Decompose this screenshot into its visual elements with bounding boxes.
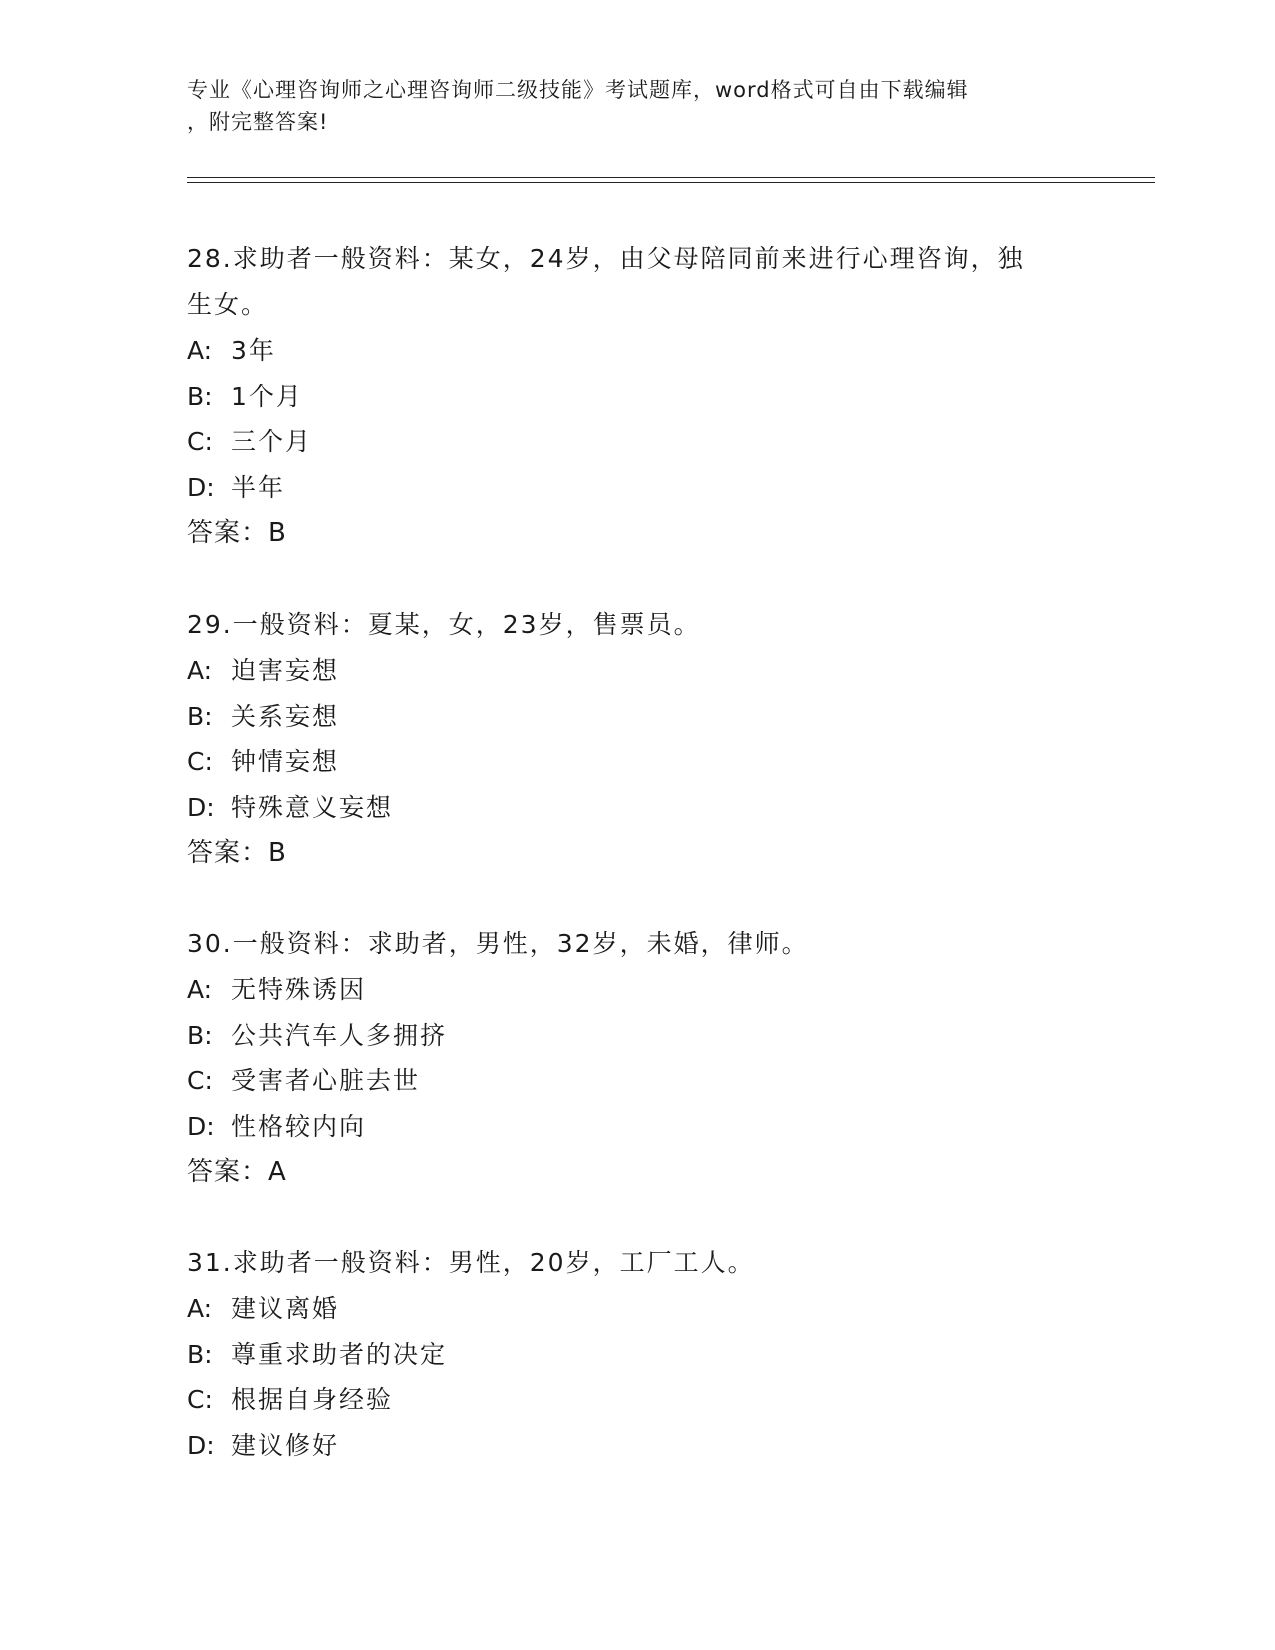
- option-d: [187, 1423, 1087, 1469]
- option-b: [187, 694, 1087, 740]
- option-a: [187, 648, 1087, 694]
- option-text: 钟情妄想: [231, 747, 340, 776]
- option-text: 尊重求助者的决定: [231, 1339, 448, 1369]
- option-a: [187, 967, 1087, 1013]
- question-28: [187, 236, 1087, 556]
- option-text: 1个月: [231, 381, 303, 411]
- option-key: D:: [187, 1430, 215, 1460]
- option-key: A:: [187, 656, 213, 685]
- question-title: 29.一般资料：夏某，女，23岁，售票员。: [187, 610, 701, 639]
- option-key: B:: [187, 381, 213, 411]
- option-text: 根据自身经验: [231, 1385, 394, 1414]
- option-key: C:: [187, 1066, 213, 1095]
- answer: 答案：B: [187, 518, 287, 548]
- option-text: 建议离婚: [231, 1294, 340, 1323]
- option-key: D:: [187, 792, 215, 822]
- option-text: 三个月: [231, 427, 313, 456]
- question-29: [187, 602, 1087, 876]
- option-key: C:: [187, 1385, 213, 1414]
- option-text: 公共汽车人多拥挤: [231, 1020, 448, 1050]
- option-a: [187, 1286, 1087, 1332]
- option-b: [187, 1013, 1087, 1059]
- option-key: A:: [187, 975, 213, 1004]
- option-b: [187, 1332, 1087, 1378]
- answer: 答案：A: [187, 1157, 287, 1187]
- option-key: B:: [187, 1339, 213, 1369]
- option-key: A:: [187, 336, 213, 365]
- answer: 答案：B: [187, 838, 287, 868]
- option-c: [187, 419, 1087, 465]
- option-key: D:: [187, 472, 215, 502]
- option-text: 无特殊诱因: [231, 975, 367, 1004]
- header-divider-top: [187, 177, 1155, 178]
- question-30: [187, 921, 1087, 1195]
- option-text: 性格较内向: [231, 1111, 367, 1141]
- option-text: 建议修好: [231, 1430, 340, 1460]
- option-a: [187, 328, 1087, 374]
- option-text: 受害者心脏去世: [231, 1066, 421, 1095]
- option-text: 特殊意义妄想: [231, 792, 394, 822]
- question-title-continued: 生女。: [187, 290, 269, 319]
- question-title: 28.求助者一般资料：某女，24岁，由父母陪同前来进行心理咨询，独: [187, 244, 1025, 273]
- option-text: 半年: [231, 472, 286, 502]
- question-31: [187, 1240, 1087, 1468]
- option-key: C:: [187, 747, 213, 776]
- option-text: 3年: [231, 336, 276, 365]
- option-d: [187, 465, 1087, 511]
- option-key: B:: [187, 1020, 213, 1050]
- option-c: [187, 1377, 1087, 1423]
- option-d: [187, 1104, 1087, 1150]
- header-line-2: ，附完整答案!: [187, 110, 329, 134]
- option-c: [187, 1058, 1087, 1104]
- option-key: D:: [187, 1111, 215, 1141]
- option-b: [187, 374, 1087, 420]
- document-header: [187, 74, 1067, 138]
- question-title: 30.一般资料：求助者，男性，32岁，未婚，律师。: [187, 929, 809, 958]
- option-text: 迫害妄想: [231, 656, 340, 685]
- header-line-1: 专业《心理咨询师之心理咨询师二级技能》考试题库，word格式可自由下载编辑: [187, 78, 969, 102]
- option-d: [187, 785, 1087, 831]
- option-key: A:: [187, 1294, 213, 1323]
- question-title: 31.求助者一般资料：男性，20岁，工厂工人。: [187, 1248, 755, 1277]
- option-c: [187, 739, 1087, 785]
- header-divider-bottom: [187, 182, 1155, 183]
- option-key: C:: [187, 427, 213, 456]
- option-text: 关系妄想: [231, 701, 340, 731]
- option-key: B:: [187, 701, 213, 731]
